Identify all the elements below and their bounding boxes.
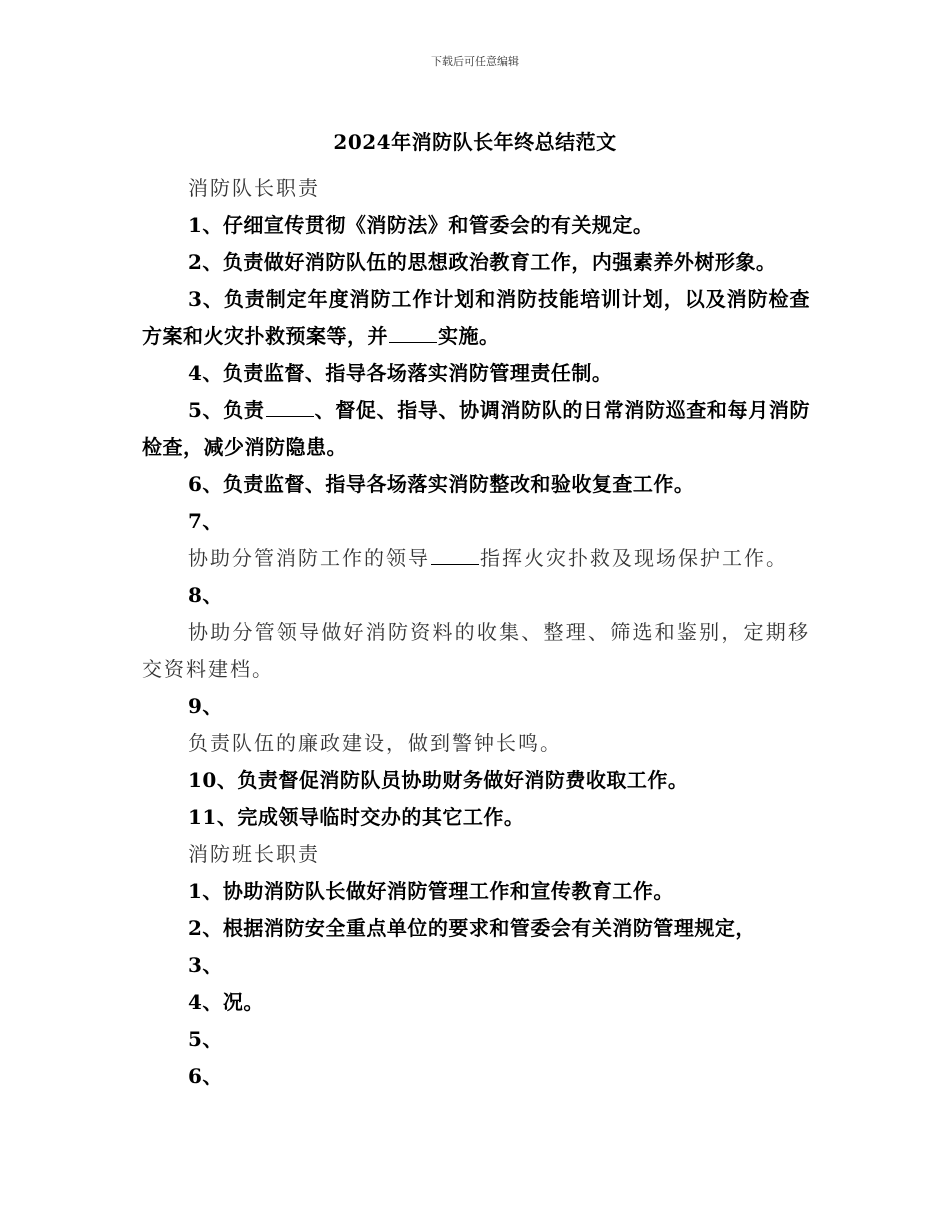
document-title: 2024年消防队长年终总结范文 [333,130,617,154]
paragraph: 协助分管领导做好消防资料的收集、整理、筛选和鉴别，定期移交资料建档。 [142,620,810,681]
paragraph: 1、协助消防队长做好消防管理工作和宣传教育工作。 [188,879,674,903]
paragraph: 1、仔细宣传贯彻《消防法》和管委会的有关规定。 [188,213,654,237]
paragraph: 10、负责督促消防队员协助财务做好消防费收取工作。 [188,768,689,792]
paragraph: 3、 [188,953,223,977]
paragraph: 8、 [188,583,223,607]
paragraph: 7、 [188,509,223,533]
paragraph: 11、完成领导临时交办的其它工作。 [188,805,525,829]
paragraph: 消防队长职责 [188,176,320,200]
blank-underline [431,546,479,565]
blank-underline [266,398,314,417]
blank-underline [389,324,437,343]
paragraph: 2、负责做好消防队伍的思想政治教育工作，内强素养外树形象。 [188,250,777,274]
paragraph: 3、负责制定年度消防工作计划和消防技能培训计划，以及消防检查方案和火灾扑救预案等，并 实施。 [142,287,810,348]
paragraph: 4、况。 [188,990,264,1014]
paragraph: 9、 [188,694,223,718]
document-body [142,170,810,1095]
paragraph: 6、 [188,1064,223,1088]
paragraph: 6、负责监督、指导各场落实消防整改和验收复查工作。 [188,472,695,496]
paragraph: 2、根据消防安全重点单位的要求和管委会有关消防管理规定， [188,916,756,940]
header-note: 下载后可任意编辑 [431,55,519,68]
paragraph: 协助分管消防工作的领导 指挥火灾扑救及现场保护工作。 [188,546,788,570]
paragraph: 5、负责 、督促、指导、协调消防队的日常消防巡查和每月消防检查，减少消防隐患。 [142,398,810,459]
paragraph: 4、负责监督、指导各场落实消防管理责任制。 [188,361,613,385]
paragraph: 负责队伍的廉政建设，做到警钟长鸣。 [188,731,562,755]
paragraph: 消防班长职责 [188,842,320,866]
paragraph: 5、 [188,1027,223,1051]
